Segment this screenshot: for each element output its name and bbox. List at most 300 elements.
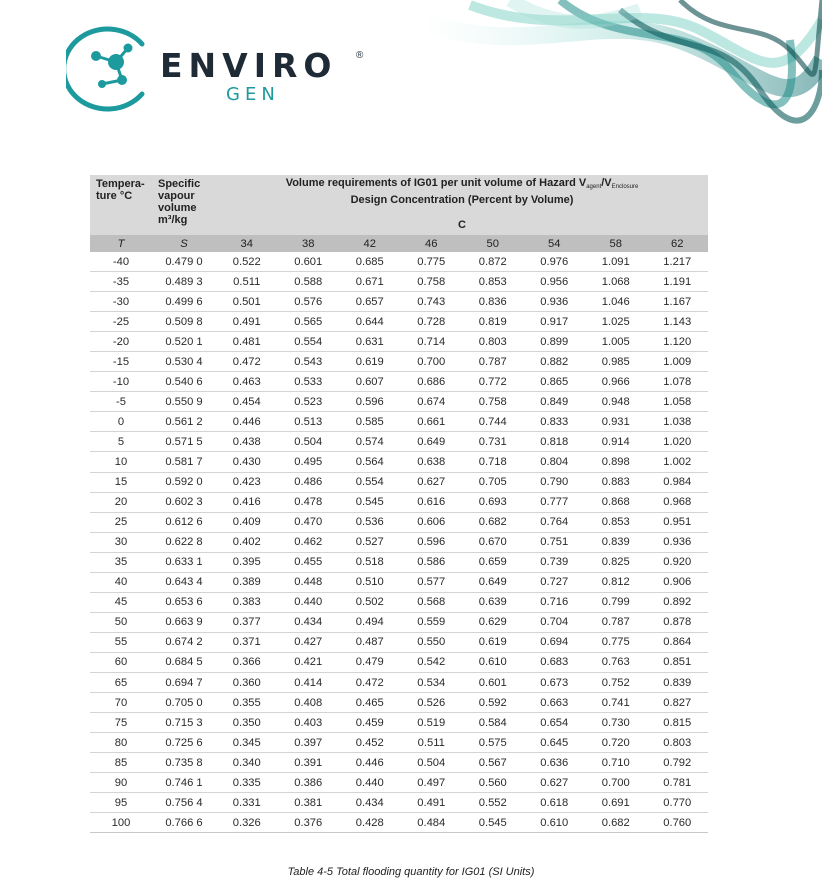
- concentration-header-62: 62: [647, 235, 709, 252]
- volume-requirement-cell: 0.601: [462, 672, 524, 692]
- temperature-cell: 85: [90, 753, 152, 773]
- temperature-cell: 45: [90, 592, 152, 612]
- volume-requirement-cell: 0.606: [401, 512, 463, 532]
- specific-volume-cell: 0.663 9: [152, 612, 216, 632]
- specific-volume-cell: 0.592 0: [152, 472, 216, 492]
- volume-requirement-cell: 0.825: [585, 552, 647, 572]
- volume-requirement-cell: 0.892: [647, 592, 709, 612]
- temperature-cell: 35: [90, 552, 152, 572]
- volume-requirement-cell: 0.819: [462, 312, 524, 332]
- table-row: [90, 412, 708, 432]
- volume-requirement-cell: 0.864: [647, 632, 709, 652]
- volume-requirement-cell: 0.455: [278, 552, 340, 572]
- volume-requirement-cell: 0.554: [339, 472, 401, 492]
- volume-requirement-cell: 0.882: [524, 352, 586, 372]
- volume-requirement-cell: 0.501: [216, 292, 278, 312]
- volume-requirement-cell: 0.917: [524, 312, 586, 332]
- specific-volume-cell: 0.581 7: [152, 452, 216, 472]
- volume-requirement-cell: 1.020: [647, 432, 709, 452]
- volume-requirement-cell: 0.446: [216, 412, 278, 432]
- volume-requirement-cell: 0.764: [524, 512, 586, 532]
- volume-requirement-cell: 0.478: [278, 492, 340, 512]
- volume-requirement-cell: 0.504: [278, 432, 340, 452]
- volume-requirement-cell: 0.720: [585, 733, 647, 753]
- volume-requirement-cell: 0.865: [524, 372, 586, 392]
- volume-requirement-cell: 0.758: [401, 272, 463, 292]
- volume-requirement-cell: 0.486: [278, 472, 340, 492]
- volume-requirement-cell: 0.513: [278, 412, 340, 432]
- volume-requirement-cell: 0.610: [462, 652, 524, 672]
- volume-requirement-cell: 0.584: [462, 713, 524, 733]
- volume-requirement-cell: 1.046: [585, 292, 647, 312]
- volume-requirement-cell: 0.428: [339, 813, 401, 833]
- volume-requirement-cell: 0.397: [278, 733, 340, 753]
- temperature-cell: -25: [90, 312, 152, 332]
- concentration-header-46: 46: [401, 235, 463, 252]
- volume-requirement-cell: 0.588: [278, 272, 340, 292]
- specific-volume-cell: 0.530 4: [152, 352, 216, 372]
- specific-volume-cell: 0.499 6: [152, 292, 216, 312]
- volume-requirement-cell: 0.463: [216, 372, 278, 392]
- volume-requirement-cell: 0.663: [524, 693, 586, 713]
- volume-requirement-cell: 0.345: [216, 733, 278, 753]
- specific-volume-cell: 0.622 8: [152, 532, 216, 552]
- volume-requirement-cell: 0.670: [462, 532, 524, 552]
- volume-requirement-cell: 1.091: [585, 252, 647, 272]
- agent-subscript: agent: [586, 184, 602, 190]
- specific-volume-cell: 0.479 0: [152, 252, 216, 272]
- volume-requirement-cell: 0.554: [278, 332, 340, 352]
- table-row: [90, 392, 708, 412]
- volume-requirement-cell: 0.564: [339, 452, 401, 472]
- table-row: [90, 693, 708, 713]
- volume-requirement-cell: 0.787: [585, 612, 647, 632]
- table-body: [90, 252, 708, 833]
- volume-requirement-cell: 0.631: [339, 332, 401, 352]
- volume-requirement-cell: 0.434: [278, 612, 340, 632]
- volume-requirement-cell: 0.610: [524, 813, 586, 833]
- temperature-cell: -30: [90, 292, 152, 312]
- volume-requirement-cell: 0.360: [216, 672, 278, 692]
- volume-requirement-cell: 0.966: [585, 372, 647, 392]
- specific-volume-cell: 0.550 9: [152, 392, 216, 412]
- volume-requirement-cell: 1.038: [647, 412, 709, 432]
- table-row: [90, 773, 708, 793]
- table-row: [90, 352, 708, 372]
- volume-requirement-cell: 0.948: [585, 392, 647, 412]
- volume-requirement-cell: 1.002: [647, 452, 709, 472]
- table-row: [90, 512, 708, 532]
- volume-requirement-cell: 0.787: [462, 352, 524, 372]
- temperature-cell: -35: [90, 272, 152, 292]
- volume-requirements-header: [216, 175, 708, 207]
- volume-requirement-cell: 0.518: [339, 552, 401, 572]
- volume-requirement-cell: 0.627: [524, 773, 586, 793]
- specific-volume-cell: 0.705 0: [152, 693, 216, 713]
- molecule-icon: [66, 24, 166, 114]
- volume-requirement-cell: 0.730: [585, 713, 647, 733]
- volume-requirement-cell: 0.775: [401, 252, 463, 272]
- table-row: [90, 733, 708, 753]
- temperature-cell: 25: [90, 512, 152, 532]
- volume-requirement-cell: 0.700: [401, 352, 463, 372]
- volume-requirement-cell: 0.878: [647, 612, 709, 632]
- volume-requirement-cell: 0.416: [216, 492, 278, 512]
- volume-requirement-cell: 0.459: [339, 713, 401, 733]
- volume-requirement-cell: 0.402: [216, 532, 278, 552]
- volume-requirement-cell: 0.559: [401, 612, 463, 632]
- temperature-cell: 75: [90, 713, 152, 733]
- volume-requirement-cell: 0.434: [339, 793, 401, 813]
- volume-requirement-cell: 0.491: [216, 312, 278, 332]
- table-header-row: [90, 175, 708, 207]
- volume-requirement-cell: 0.686: [401, 372, 463, 392]
- specific-volume-cell: 0.694 7: [152, 672, 216, 692]
- specific-volume-cell: 0.509 8: [152, 312, 216, 332]
- design-concentration-header: Design Concentration (Percent by Volume): [350, 194, 574, 206]
- volume-requirement-cell: 0.700: [585, 773, 647, 793]
- concentration-header-50: 50: [462, 235, 524, 252]
- volume-requirement-cell: 0.576: [278, 292, 340, 312]
- temperature-cell: -20: [90, 332, 152, 352]
- temperature-cell: 55: [90, 632, 152, 652]
- temperature-cell: 0: [90, 412, 152, 432]
- volume-requirement-cell: 0.644: [339, 312, 401, 332]
- volume-requirement-cell: 0.849: [524, 392, 586, 412]
- volume-requirement-cell: 1.191: [647, 272, 709, 292]
- volume-requirement-cell: 1.167: [647, 292, 709, 312]
- volume-requirement-cell: 0.526: [401, 693, 463, 713]
- concentration-symbol-header: C: [216, 207, 708, 235]
- header-slash: /V: [601, 177, 612, 189]
- volume-requirement-cell: 0.649: [401, 432, 463, 452]
- volume-requirement-cell: 0.586: [401, 552, 463, 572]
- volume-requirement-cell: 0.803: [647, 733, 709, 753]
- specific-volume-cell: 0.746 1: [152, 773, 216, 793]
- temperature-cell: -15: [90, 352, 152, 372]
- volume-requirement-cell: 0.534: [401, 672, 463, 692]
- volume-requirement-cell: 0.752: [585, 672, 647, 692]
- volume-requirement-cell: 0.872: [462, 252, 524, 272]
- volume-requirement-cell: 0.452: [339, 733, 401, 753]
- enclosure-subscript: Enclosure: [611, 184, 639, 190]
- volume-requirement-cell: 0.815: [647, 713, 709, 733]
- volume-requirement-cell: 0.951: [647, 512, 709, 532]
- volume-requirement-cell: 0.619: [462, 632, 524, 652]
- volume-requirement-cell: 0.523: [278, 392, 340, 412]
- volume-requirement-cell: 0.639: [462, 592, 524, 612]
- volume-requirement-cell: 0.728: [401, 312, 463, 332]
- volume-requirement-cell: 1.217: [647, 252, 709, 272]
- temperature-cell: -40: [90, 252, 152, 272]
- temperature-cell: 20: [90, 492, 152, 512]
- volume-requirement-cell: 0.836: [462, 292, 524, 312]
- volume-requirement-cell: 0.481: [216, 332, 278, 352]
- volume-requirement-cell: 0.472: [216, 352, 278, 372]
- volume-requirement-cell: 0.522: [216, 252, 278, 272]
- volume-requirement-cell: 0.552: [462, 793, 524, 813]
- table-row: [90, 652, 708, 672]
- brand-name: ENVIRO: [160, 46, 338, 85]
- specific-volume-cell: 0.612 6: [152, 512, 216, 532]
- volume-requirement-cell: 0.472: [339, 672, 401, 692]
- volume-requirement-cell: 0.618: [524, 793, 586, 813]
- volume-requirement-cell: 0.497: [401, 773, 463, 793]
- volume-requirement-cell: 0.574: [339, 432, 401, 452]
- volume-requirement-cell: 0.649: [462, 572, 524, 592]
- volume-requirement-cell: 0.536: [339, 512, 401, 532]
- volume-requirement-cell: 0.560: [462, 773, 524, 793]
- volume-requirement-cell: 1.078: [647, 372, 709, 392]
- table-symbol-row: [90, 235, 708, 252]
- volume-requirement-cell: 0.883: [585, 472, 647, 492]
- table-row: [90, 272, 708, 292]
- volume-requirement-cell: 0.693: [462, 492, 524, 512]
- volume-requirement-cell: 0.674: [401, 392, 463, 412]
- volume-requirement-cell: 1.005: [585, 332, 647, 352]
- volume-requirement-cell: 0.326: [216, 813, 278, 833]
- volume-requirement-cell: 0.682: [585, 813, 647, 833]
- volume-requirement-cell: 0.446: [339, 753, 401, 773]
- volume-requirement-cell: 0.744: [462, 412, 524, 432]
- volume-requirement-cell: 0.931: [585, 412, 647, 432]
- table-row: [90, 793, 708, 813]
- volume-requirement-cell: 0.335: [216, 773, 278, 793]
- volume-requirement-cell: 0.403: [278, 713, 340, 733]
- volume-requirement-cell: 0.619: [339, 352, 401, 372]
- volume-requirement-cell: 0.818: [524, 432, 586, 452]
- volume-requirement-cell: 0.533: [278, 372, 340, 392]
- temperature-cell: 95: [90, 793, 152, 813]
- volume-requirement-cell: 0.448: [278, 572, 340, 592]
- volume-requirement-cell: 0.601: [278, 252, 340, 272]
- volume-requirement-cell: 0.585: [339, 412, 401, 432]
- temperature-column-header: Tempera- ture °C: [90, 175, 152, 235]
- volume-requirement-cell: 0.705: [462, 472, 524, 492]
- volume-requirement-cell: 0.545: [339, 492, 401, 512]
- volume-requirement-cell: 0.727: [524, 572, 586, 592]
- volume-requirement-cell: 0.427: [278, 632, 340, 652]
- table-row: [90, 552, 708, 572]
- volume-requirement-cell: 0.714: [401, 332, 463, 352]
- volume-requirement-cell: 0.853: [585, 512, 647, 532]
- table-row: [90, 813, 708, 833]
- volume-requirement-cell: 0.976: [524, 252, 586, 272]
- volume-requirement-cell: 0.968: [647, 492, 709, 512]
- table-caption: Table 4-5 Total flooding quantity for IG01 (SI Units): [287, 866, 535, 878]
- concentration-header-54: 54: [524, 235, 586, 252]
- volume-requirement-cell: 0.799: [585, 592, 647, 612]
- volume-requirement-cell: 0.899: [524, 332, 586, 352]
- volume-requirement-cell: 1.009: [647, 352, 709, 372]
- volume-requirement-cell: 0.487: [339, 632, 401, 652]
- volume-requirement-cell: 0.511: [216, 272, 278, 292]
- specific-volume-cell: 0.602 3: [152, 492, 216, 512]
- specific-volume-symbol: S: [152, 235, 216, 252]
- table-row: [90, 432, 708, 452]
- volume-requirement-cell: 0.350: [216, 713, 278, 733]
- volume-requirement-cell: 0.389: [216, 572, 278, 592]
- volume-requirement-cell: 0.657: [339, 292, 401, 312]
- volume-requirement-cell: 0.956: [524, 272, 586, 292]
- specific-volume-cell: 0.489 3: [152, 272, 216, 292]
- temperature-cell: 5: [90, 432, 152, 452]
- volume-requirement-cell: 0.772: [462, 372, 524, 392]
- table-row: [90, 292, 708, 312]
- volume-requirement-cell: 0.731: [462, 432, 524, 452]
- volume-requirement-cell: 0.568: [401, 592, 463, 612]
- volume-requirement-cell: 0.430: [216, 452, 278, 472]
- volume-requirement-cell: 0.760: [647, 813, 709, 833]
- volume-requirement-cell: 0.638: [401, 452, 463, 472]
- volume-requirement-cell: 0.438: [216, 432, 278, 452]
- volume-requirement-cell: 0.421: [278, 652, 340, 672]
- specific-volume-cell: 0.766 6: [152, 813, 216, 833]
- temperature-symbol: T: [90, 235, 152, 252]
- registered-mark: ®: [356, 50, 364, 61]
- volume-requirement-cell: 0.682: [462, 512, 524, 532]
- volume-requirement-cell: 0.383: [216, 592, 278, 612]
- volume-requirement-cell: 0.511: [401, 733, 463, 753]
- volume-requirement-cell: 0.671: [339, 272, 401, 292]
- volume-requirement-cell: 0.718: [462, 452, 524, 472]
- volume-requirement-cell: 0.355: [216, 693, 278, 713]
- volume-requirement-cell: 0.906: [647, 572, 709, 592]
- volume-requirement-cell: 0.391: [278, 753, 340, 773]
- volume-requirement-cell: 0.868: [585, 492, 647, 512]
- volume-requirement-cell: 0.371: [216, 632, 278, 652]
- volume-requirement-cell: 0.839: [585, 532, 647, 552]
- volume-requirement-cell: 0.775: [585, 632, 647, 652]
- table-row: [90, 332, 708, 352]
- volume-requirement-cell: 0.739: [524, 552, 586, 572]
- volume-requirement-cell: 0.440: [278, 592, 340, 612]
- volume-requirement-cell: 0.716: [524, 592, 586, 612]
- volume-requirement-cell: 0.470: [278, 512, 340, 532]
- volume-requirement-cell: 0.366: [216, 652, 278, 672]
- volume-requirement-cell: 0.920: [647, 552, 709, 572]
- volume-requirement-cell: 0.616: [401, 492, 463, 512]
- specific-volume-cell: 0.756 4: [152, 793, 216, 813]
- table-row: [90, 452, 708, 472]
- table-row: [90, 672, 708, 692]
- volume-requirement-cell: 0.504: [401, 753, 463, 773]
- volume-requirement-cell: 0.673: [524, 672, 586, 692]
- volume-requirement-cell: 0.691: [585, 793, 647, 813]
- temperature-cell: -10: [90, 372, 152, 392]
- specific-volume-cell: 0.633 1: [152, 552, 216, 572]
- volume-requirement-cell: 1.068: [585, 272, 647, 292]
- specific-volume-cell: 0.715 3: [152, 713, 216, 733]
- volume-requirement-cell: 0.812: [585, 572, 647, 592]
- volume-requirement-cell: 1.143: [647, 312, 709, 332]
- table-row: [90, 713, 708, 733]
- volume-requirement-cell: 0.710: [585, 753, 647, 773]
- volume-requirement-cell: 0.704: [524, 612, 586, 632]
- volume-requirement-cell: 0.386: [278, 773, 340, 793]
- volume-requirement-cell: 0.565: [278, 312, 340, 332]
- table-row: [90, 572, 708, 592]
- volume-requirement-cell: 0.636: [524, 753, 586, 773]
- volume-requirement-cell: 0.851: [647, 652, 709, 672]
- volume-requirement-cell: 0.758: [462, 392, 524, 412]
- volume-requirement-cell: 0.914: [585, 432, 647, 452]
- volume-requirement-cell: 0.770: [647, 793, 709, 813]
- volume-requirement-cell: 1.120: [647, 332, 709, 352]
- volume-requirement-cell: 0.763: [585, 652, 647, 672]
- specific-volume-cell: 0.653 6: [152, 592, 216, 612]
- flooding-quantity-table: [90, 175, 708, 833]
- volume-requirement-cell: 0.596: [401, 532, 463, 552]
- table-row: [90, 312, 708, 332]
- volume-requirement-cell: 0.777: [524, 492, 586, 512]
- volume-requirement-cell: 0.377: [216, 612, 278, 632]
- volume-requirement-cell: 0.596: [339, 392, 401, 412]
- volume-requirement-cell: 0.985: [585, 352, 647, 372]
- volume-requirement-cell: 0.376: [278, 813, 340, 833]
- volume-requirement-cell: 0.694: [524, 632, 586, 652]
- concentration-header-42: 42: [339, 235, 401, 252]
- volume-requirement-cell: 0.575: [462, 733, 524, 753]
- volume-requirement-cell: 0.853: [462, 272, 524, 292]
- table-row: [90, 532, 708, 552]
- specific-volume-cell: 0.674 2: [152, 632, 216, 652]
- volume-requirement-cell: 0.936: [524, 292, 586, 312]
- specific-volume-cell: 0.540 6: [152, 372, 216, 392]
- temperature-cell: -5: [90, 392, 152, 412]
- volume-requirement-cell: 0.781: [647, 773, 709, 793]
- volume-requirement-cell: 0.495: [278, 452, 340, 472]
- table-row: [90, 252, 708, 272]
- volume-requirement-cell: 0.790: [524, 472, 586, 492]
- volume-requirement-cell: 0.685: [339, 252, 401, 272]
- temperature-cell: 15: [90, 472, 152, 492]
- table-row: [90, 472, 708, 492]
- volume-requirement-cell: 0.423: [216, 472, 278, 492]
- temperature-cell: 40: [90, 572, 152, 592]
- volume-requirement-cell: 0.898: [585, 452, 647, 472]
- volume-requirement-cell: 0.936: [647, 532, 709, 552]
- volume-requirement-cell: 0.741: [585, 693, 647, 713]
- brand-subtitle: GEN: [226, 84, 280, 105]
- volume-requirement-cell: 0.839: [647, 672, 709, 692]
- table-row: [90, 592, 708, 612]
- concentration-header-34: 34: [216, 235, 278, 252]
- volume-requirement-cell: 0.827: [647, 693, 709, 713]
- volume-requirement-cell: 0.331: [216, 793, 278, 813]
- specific-volume-cell: 0.520 1: [152, 332, 216, 352]
- volume-requirement-cell: 0.542: [401, 652, 463, 672]
- volume-requirement-cell: 0.654: [524, 713, 586, 733]
- table-row: [90, 492, 708, 512]
- volume-requirement-cell: 0.592: [462, 693, 524, 713]
- volume-requirement-cell: 0.491: [401, 793, 463, 813]
- volume-requirement-cell: 0.340: [216, 753, 278, 773]
- volume-requirement-cell: 0.494: [339, 612, 401, 632]
- concentration-header-58: 58: [585, 235, 647, 252]
- volume-requirement-cell: 0.607: [339, 372, 401, 392]
- table-row: [90, 372, 708, 392]
- volume-requirement-cell: 0.408: [278, 693, 340, 713]
- volume-requirement-cell: 1.058: [647, 392, 709, 412]
- specific-volume-cell: 0.643 4: [152, 572, 216, 592]
- temperature-cell: 90: [90, 773, 152, 793]
- volume-requirement-cell: 0.645: [524, 733, 586, 753]
- temperature-cell: 70: [90, 693, 152, 713]
- volume-requirement-cell: 0.743: [401, 292, 463, 312]
- volume-requirement-cell: 0.502: [339, 592, 401, 612]
- volume-requirement-cell: 0.567: [462, 753, 524, 773]
